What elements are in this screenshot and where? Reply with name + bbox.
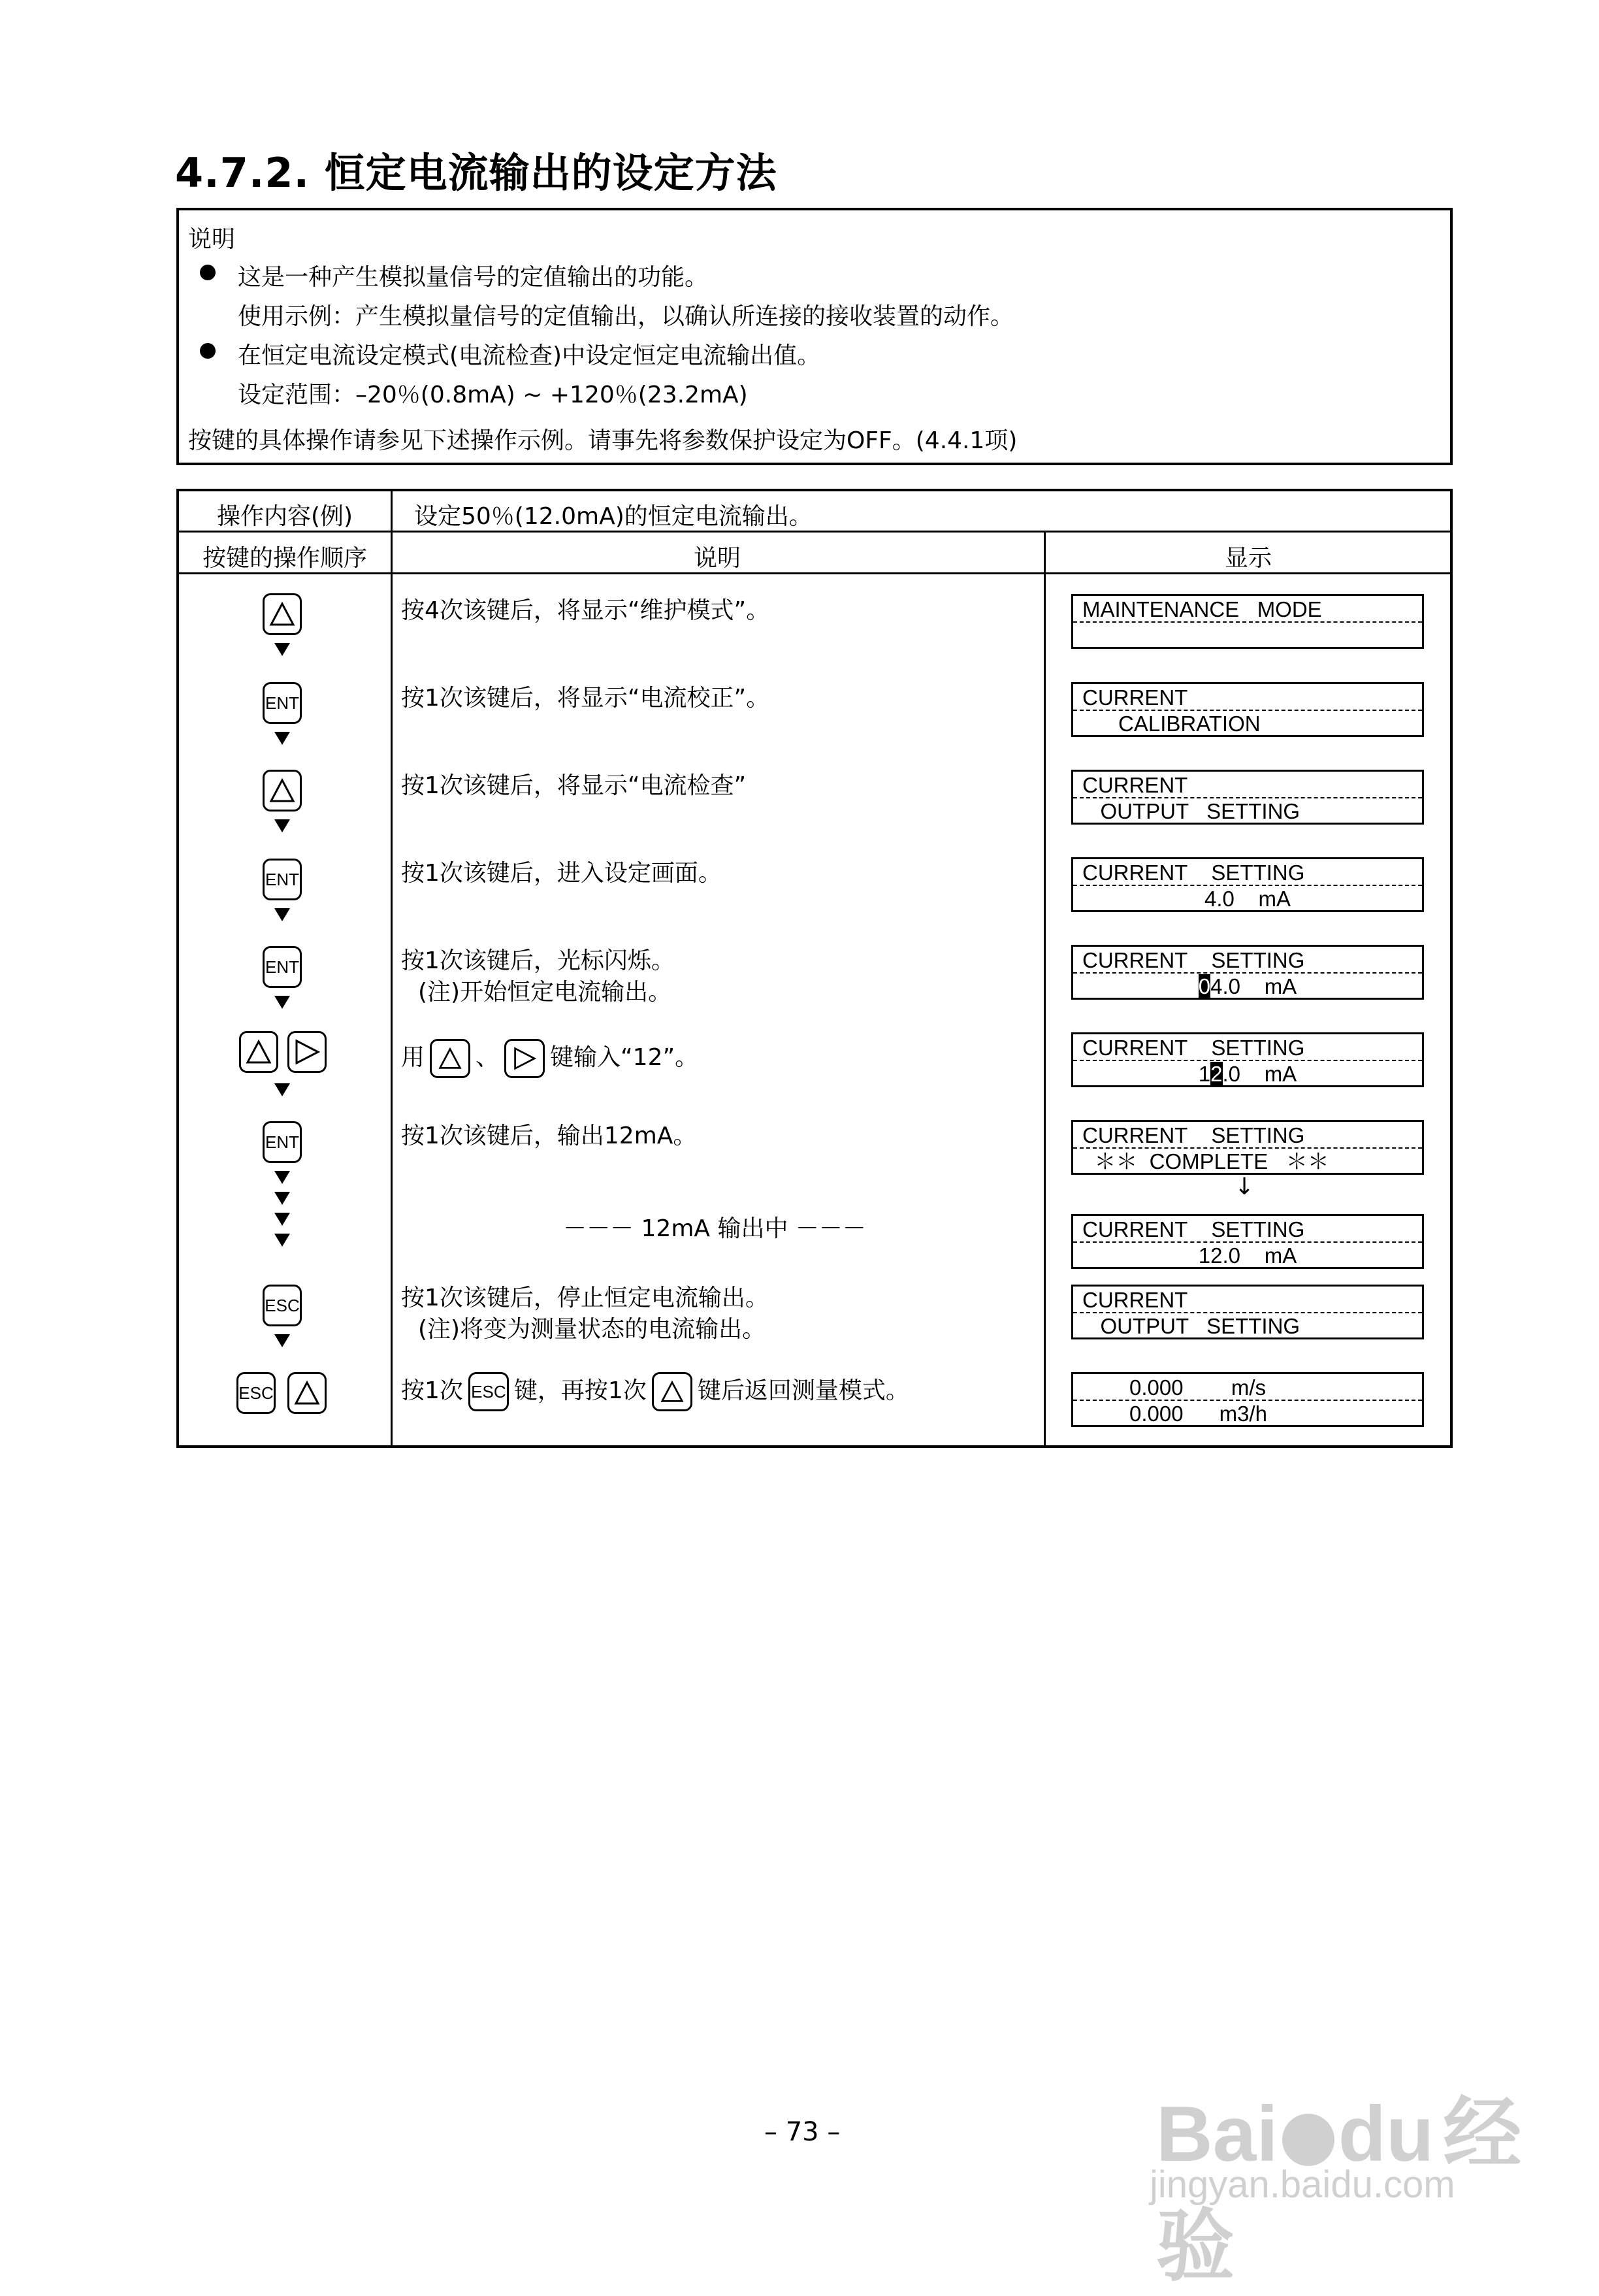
lcd-line-1: CURRENT SETTING: [1082, 861, 1305, 885]
lcd-line-1: CURRENT: [1082, 773, 1188, 797]
lcd-line-2: 0.000 m3/h: [1129, 1402, 1267, 1426]
lcd-line-1: CURRENT SETTING: [1082, 1036, 1305, 1060]
lcd-value: .0 mA: [1222, 1062, 1297, 1086]
step-note: (注)开始恒定电流输出。: [418, 979, 672, 1006]
transition-arrow: ↓: [1235, 1173, 1255, 1200]
down-arrow-icon: [274, 1213, 290, 1226]
lcd-line-2: CALIBRATION: [1082, 712, 1261, 736]
lcd-divider: [1073, 1400, 1422, 1401]
lcd-display: [1071, 682, 1424, 737]
table-divider: [1044, 531, 1046, 1445]
lcd-divider: [1073, 1060, 1422, 1061]
bullet-icon: [200, 265, 216, 280]
lcd-cursor: 0: [1198, 974, 1211, 998]
watermark-brand: Bai: [1156, 2090, 1278, 2178]
operation-label: 操作内容(例): [216, 503, 353, 530]
lcd-display: [1071, 1285, 1424, 1339]
step-description: 按1次该键后，将显示“电流检查”: [401, 772, 747, 799]
down-arrow-icon: [274, 996, 290, 1009]
lcd-divider: [1073, 710, 1422, 711]
down-arrow-icon: [274, 1171, 290, 1184]
lcd-display: [1071, 857, 1424, 912]
right-key-icon: [504, 1039, 545, 1078]
description-heading: 说明: [188, 226, 236, 253]
down-arrow-icon: [274, 732, 290, 745]
lcd-line-1: CURRENT: [1082, 1288, 1188, 1312]
step-description: 按1次该键后，进入设定画面。: [401, 860, 722, 887]
esc-key-icon: ESC: [468, 1372, 509, 1411]
step-note: (注)将变为测量状态的电流输出。: [418, 1316, 766, 1343]
down-arrow-icon: [274, 819, 290, 832]
lcd-line-1: CURRENT SETTING: [1082, 1123, 1305, 1147]
lcd-divider: [1073, 797, 1422, 798]
step-text: 键，再按1次: [513, 1377, 647, 1404]
page-number: – 73 –: [764, 2117, 841, 2147]
lcd-value: 1: [1198, 1062, 1211, 1086]
watermark-url: jingyan.baidu.com: [1150, 2163, 1455, 2206]
up-key-icon: [239, 1031, 278, 1073]
ent-key-icon: ENT: [263, 946, 302, 988]
lcd-display: [1071, 594, 1424, 649]
step-description: 按4次该键后，将显示“维护模式”。: [401, 597, 770, 624]
lcd-line-2: [1073, 974, 1422, 999]
lcd-line-2: 4.0 mA: [1204, 887, 1291, 911]
down-arrow-icon: [274, 1334, 290, 1347]
lcd-line-1: MAINTENANCE MODE: [1082, 597, 1322, 621]
operation-value: 设定50％(12.0mA)的恒定电流输出。: [414, 503, 813, 530]
up-key-icon: [287, 1372, 327, 1414]
description-box: [176, 208, 1453, 465]
down-arrow-icon: [274, 643, 290, 656]
lcd-line-2: ＊＊ COMPLETE ＊＊: [1082, 1149, 1329, 1173]
bullet-1-text: 这是一种产生模拟量信号的定值输出的功能。: [238, 264, 709, 291]
lcd-line-1: CURRENT SETTING: [1082, 948, 1305, 972]
step-description: [401, 1039, 698, 1078]
step-description: －－－ 12mA 输出中 －－－: [563, 1215, 866, 1242]
lcd-line-2: [1073, 1062, 1422, 1087]
lcd-divider: [1073, 621, 1422, 623]
step-description: 按1次该键后，停止恒定电流输出。: [401, 1285, 769, 1311]
esc-key-icon: ESC: [263, 1285, 302, 1326]
description-footer: 按键的具体操作请参见下述操作示例。请事先将参数保护设定为OFF。(4.4.1项): [188, 427, 1018, 454]
lcd-display: [1071, 1032, 1424, 1087]
lcd-divider: [1073, 885, 1422, 886]
lcd-display: [1071, 770, 1424, 825]
table-divider: [391, 491, 393, 1445]
lcd-line-2: OUTPUT SETTING: [1082, 1314, 1300, 1338]
lcd-line-1: 0.000 m/s: [1129, 1375, 1267, 1400]
step-description: 按1次该键后，输出12mA。: [401, 1123, 697, 1149]
section-title: 4.7.2. 恒定电流输出的设定方法: [175, 149, 777, 197]
lcd-divider: [1073, 1147, 1422, 1149]
down-arrow-icon: [274, 1234, 290, 1247]
down-arrow-icon: [274, 908, 290, 921]
lcd-display: [1071, 945, 1424, 1000]
up-key-icon: [263, 593, 302, 635]
bullet-2-subtext: 设定范围：–20％(0.8mA) ~ +120％(23.2mA): [238, 382, 748, 408]
lcd-divider: [1073, 972, 1422, 974]
step-text: 、: [476, 1044, 500, 1071]
lcd-line-2: OUTPUT SETTING: [1082, 799, 1300, 823]
lcd-display: [1071, 1372, 1424, 1427]
ent-key-icon: ENT: [263, 859, 302, 900]
down-arrow-icon: [274, 1192, 290, 1205]
step-description: [401, 1372, 909, 1411]
step-text: 按1次: [401, 1377, 463, 1404]
lcd-divider: [1073, 1312, 1422, 1313]
step-text: 键输入“12”。: [550, 1044, 699, 1071]
lcd-display: [1071, 1214, 1424, 1269]
lcd-value: 4.0 mA: [1210, 974, 1297, 998]
lcd-line-1: CURRENT SETTING: [1082, 1217, 1305, 1241]
lcd-line-1: CURRENT: [1082, 685, 1188, 710]
column-header-description: 说明: [693, 545, 741, 572]
ent-key-icon: ENT: [263, 1121, 302, 1163]
column-header-display: 显示: [1224, 545, 1272, 572]
up-key-icon: [430, 1039, 470, 1078]
lcd-line-2: 12.0 mA: [1198, 1243, 1297, 1268]
paw-icon: [1282, 2114, 1334, 2166]
up-key-icon: [263, 770, 302, 812]
ent-key-icon: ENT: [263, 682, 302, 724]
lcd-display: [1071, 1120, 1424, 1175]
bullet-1-subtext: 使用示例：产生模拟量信号的定值输出，以确认所连接的接收装置的动作。: [238, 303, 1014, 330]
down-arrow-icon: [274, 1083, 290, 1096]
right-key-icon: [287, 1031, 327, 1073]
watermark-brand-3: 经验: [1156, 2090, 1522, 2290]
lcd-cursor: 2: [1210, 1062, 1223, 1086]
watermark-brand-2: du: [1338, 2090, 1434, 2178]
step-description: 按1次该键后，将显示“电流校正”。: [401, 685, 770, 712]
step-description: 按1次该键后，光标闪烁。: [401, 947, 675, 974]
column-header-keys: 按键的操作顺序: [202, 545, 367, 572]
step-text: 键后返回测量模式。: [697, 1377, 909, 1404]
bullet-icon: [200, 343, 216, 359]
lcd-divider: [1073, 1241, 1422, 1243]
esc-key-icon: ESC: [236, 1372, 276, 1414]
step-text: 用: [401, 1044, 425, 1071]
up-key-icon: [652, 1372, 692, 1411]
bullet-2-text: 在恒定电流设定模式(电流检查)中设定恒定电流输出值。: [238, 342, 821, 369]
